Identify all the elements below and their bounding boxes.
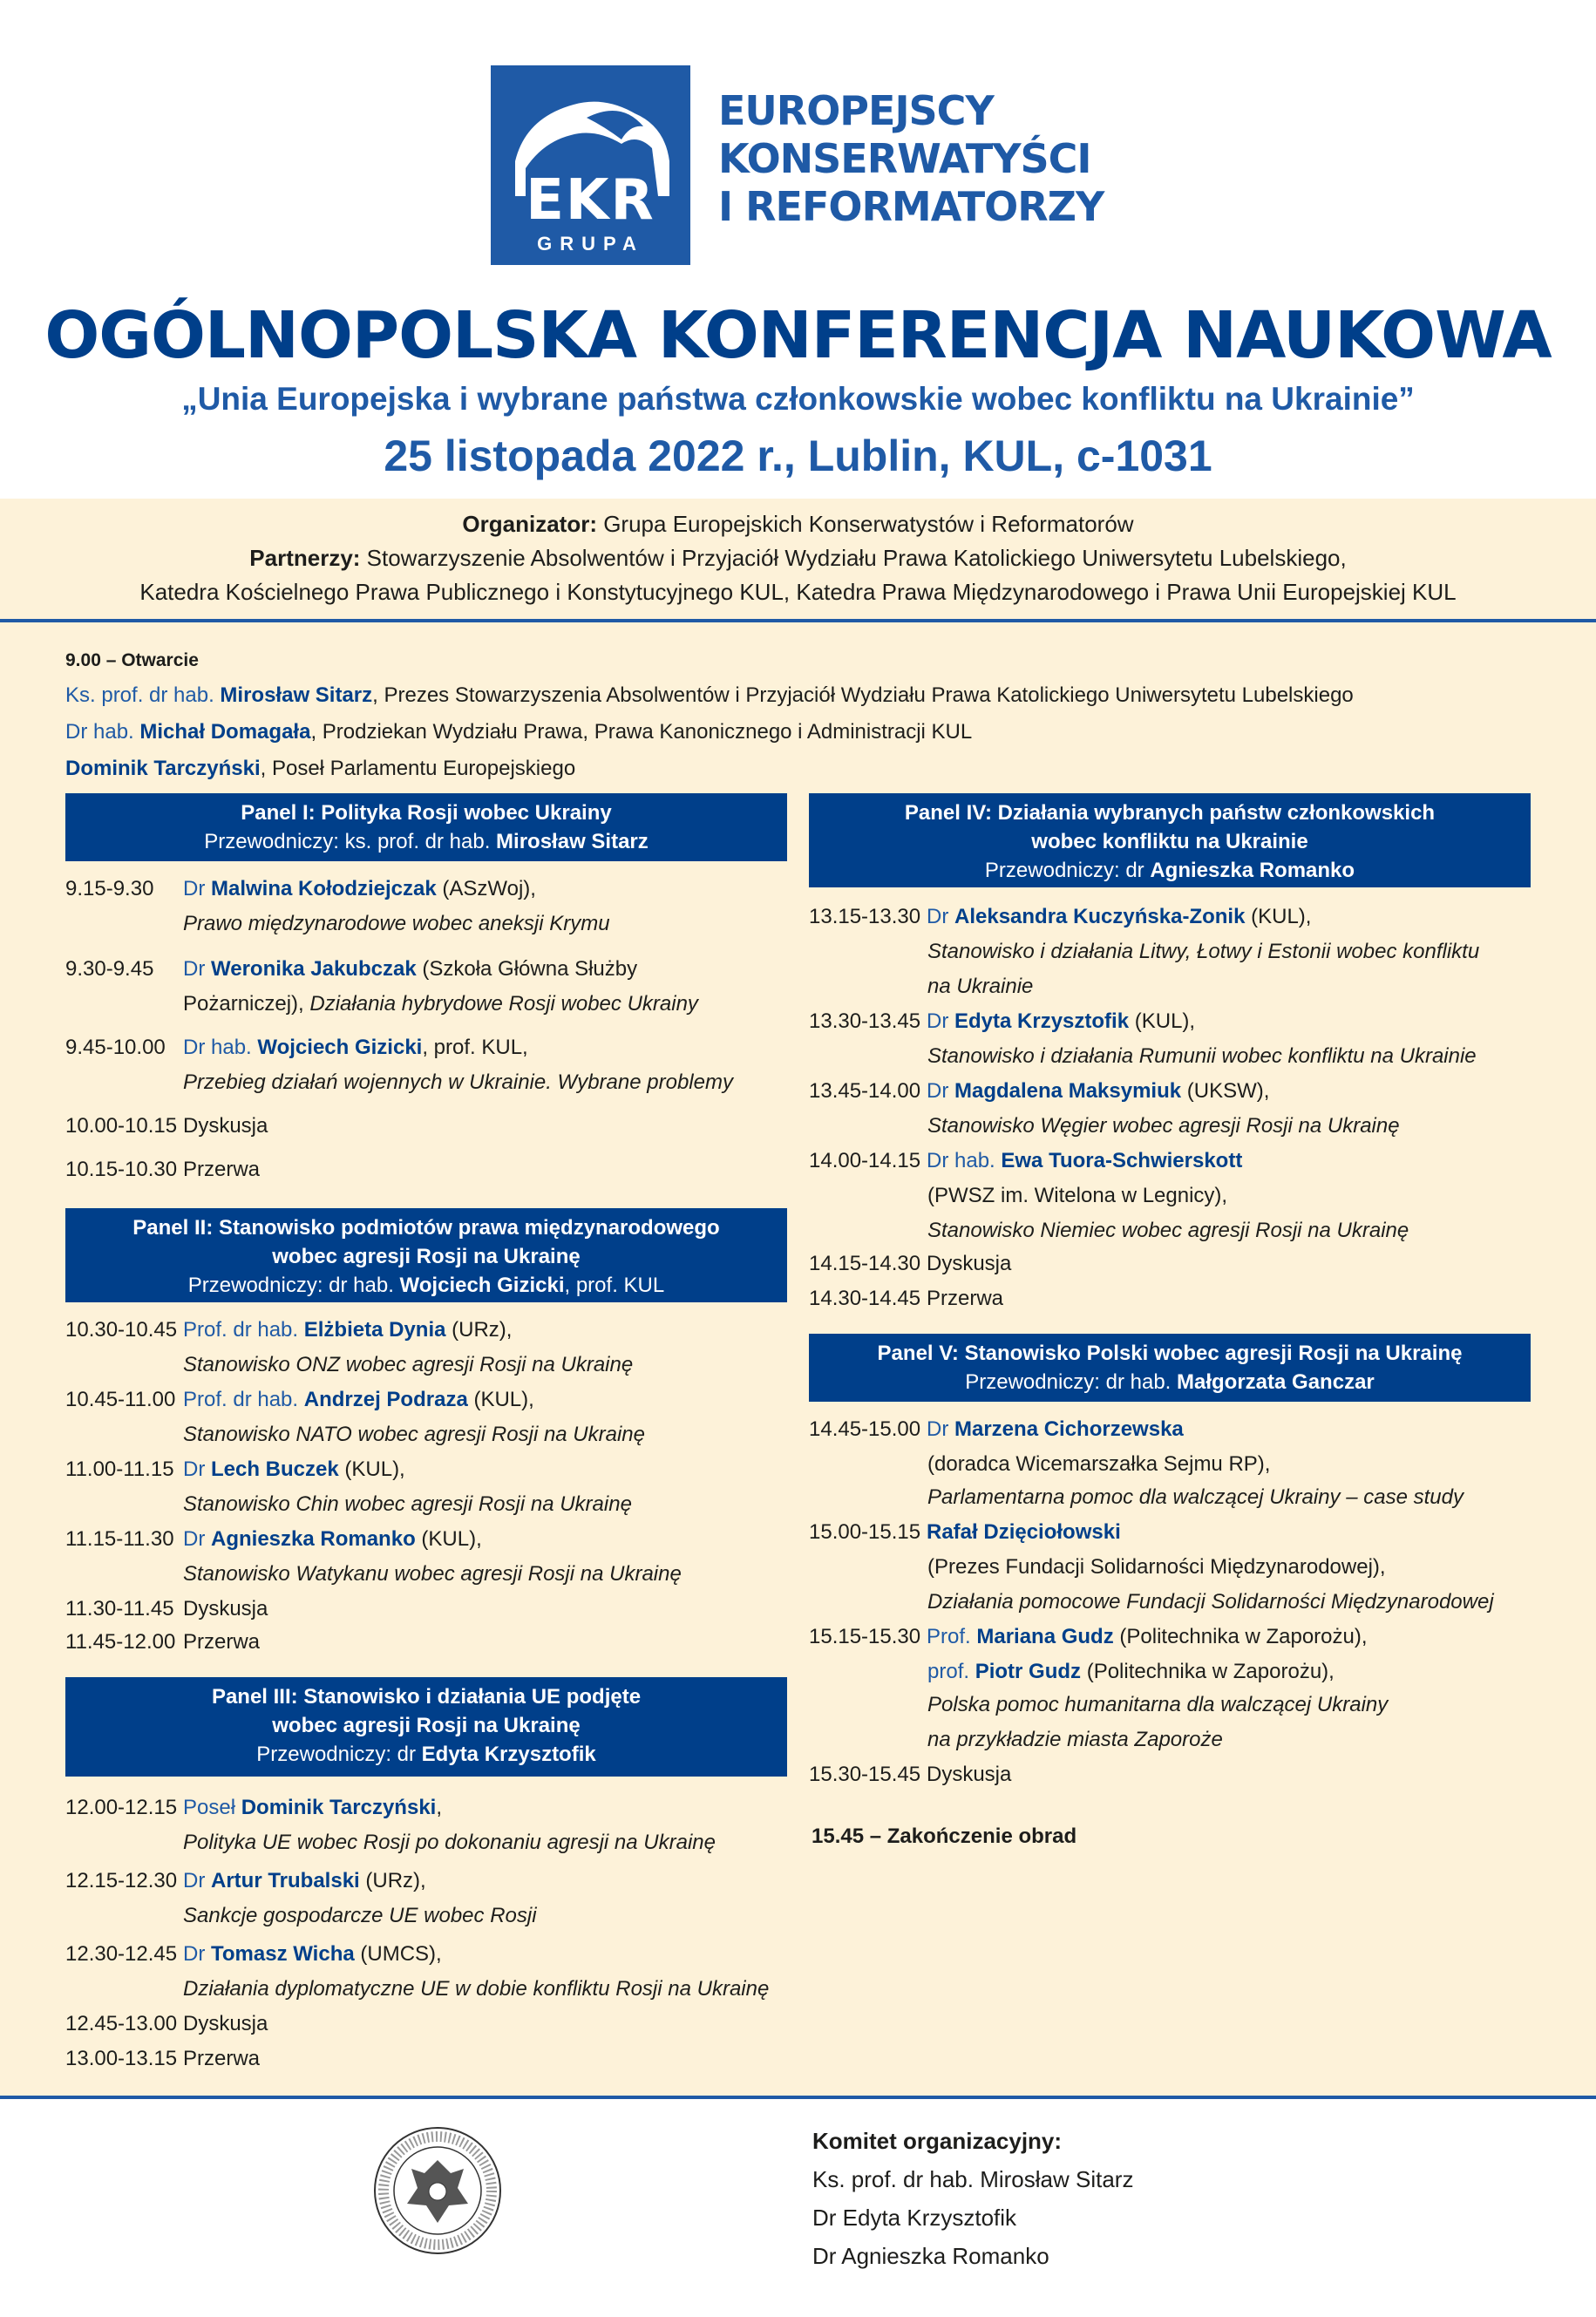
talk-row: 10.45-11.00 Prof. dr hab. Andrzej Podraza (KUL), — [65, 1388, 534, 1411]
committee-member: Dr Agnieszka Romanko — [812, 2243, 1049, 2269]
talk-row: 12.00-12.15 Poseł Dominik Tarczyński, — [65, 1796, 443, 1819]
panel-4-header: Panel IV: Działania wybranych państw członkowskich wobec konfliktu na Ukrainie Przewodniczy: dr Agnieszka Romanko — [809, 793, 1531, 887]
talk-row: 15.00-15.15 Rafał Dzięciołowski — [809, 1520, 1121, 1544]
schedule-row: 14.15-14.30 Dyskusja — [809, 1252, 1012, 1275]
organizers-section — [0, 499, 1596, 622]
panel-3-header: Panel III: Stanowisko i działania UE podjęte wobec agresji Rosji na Ukrainę Przewodniczy: dr Edyta Krzysztofik — [65, 1677, 787, 1777]
talk-topic: Stanowisko NATO wobec agresji Rosji na Ukrainę — [183, 1423, 646, 1446]
divider — [0, 2096, 1596, 2099]
talk-topic: Stanowisko i działania Rumunii wobec konfliktu na Ukrainie — [927, 1044, 1477, 1068]
talk-row: 13.15-13.30 Dr Aleksandra Kuczyńska-Zonik (KUL), — [809, 905, 1312, 928]
talk-affiliation: (doradca Wicemarszałka Sejmu RP), — [927, 1452, 1271, 1476]
talk-topic: Pożarniczej), Działania hybrydowe Rosji wobec Ukrainy — [183, 992, 698, 1016]
talk-row: 9.15-9.30 Dr Malwina Kołodziejczak (ASzWoj), — [65, 877, 536, 900]
talk-row: 9.30-9.45 Dr Weronika Jakubczak (Szkoła Główna Służby — [65, 957, 638, 981]
talk-affiliation: (PWSZ im. Witelona w Legnicy), — [927, 1184, 1228, 1207]
talk-row: 11.00-11.15 Dr Lech Buczek (KUL), — [65, 1457, 405, 1481]
talk-topic: Stanowisko ONZ wobec agresji Rosji na Ukrainę — [183, 1353, 634, 1376]
logo-line: KONSERWATYŚCI — [718, 135, 1091, 182]
ekr-logo — [491, 65, 690, 265]
schedule-row: 11.30-11.45 Dyskusja — [65, 1597, 268, 1621]
schedule-row: 10.15-10.30 Przerwa — [65, 1158, 261, 1181]
logo-line: EUROPEJSCY — [718, 87, 994, 134]
closing-line: 15.45 – Zakończenie obrad — [812, 1824, 1077, 1848]
organizing-committee — [812, 2122, 1133, 2275]
talk-topic: Parlamentarna pomoc dla walczącej Ukrainy – case study — [927, 1485, 1464, 1509]
committee-member: Dr Edyta Krzysztofik — [812, 2205, 1017, 2231]
opening-speaker-1: Ks. prof. dr hab. Mirosław Sitarz, Prezes Stowarzyszenia Absolwentów i Przyjaciół Wydziału Prawa Katolickiego Uniwersytetu Lubelskiego — [65, 683, 1354, 707]
talk-topic: Polityka UE wobec Rosji po dokonaniu agresji na Ukrainę — [183, 1831, 716, 1854]
talk-topic: Działania pomocowe Fundacji Solidarności Międzynarodowej — [927, 1590, 1494, 1614]
talk-topic: Polska pomoc humanitarna dla walczącej Ukrainy — [927, 1693, 1389, 1716]
talk-topic: Stanowisko Węgier wobec agresji Rosji na Ukrainę — [927, 1114, 1400, 1138]
talk-affiliation: (Prezes Fundacji Solidarności Międzynarodowej), — [927, 1555, 1386, 1579]
schedule-row: 12.45-13.00 Dyskusja — [65, 2012, 268, 2035]
panel-1-header: Panel I: Polityka Rosji wobec Ukrainy Przewodniczy: ks. prof. dr hab. Mirosław Sitarz — [65, 793, 787, 861]
talk-row: 15.15-15.30 Prof. Mariana Gudz (Politechnika w Zaporożu), — [809, 1625, 1368, 1648]
talk-topic: Stanowisko i działania Litwy, Łotwy i Estonii wobec konfliktu — [927, 940, 1480, 963]
talk-row: 12.30-12.45 Dr Tomasz Wicha (UMCS), — [65, 1942, 442, 1966]
panel-5-header: Panel V: Stanowisko Polski wobec agresji Rosji na Ukrainę Przewodniczy: dr hab. Małgorzata Ganczar — [809, 1334, 1531, 1402]
talk-row: 12.15-12.30 Dr Artur Trubalski (URz), — [65, 1869, 426, 1892]
talk-topic: Przebieg działań wojennych w Ukrainie. Wybrane problemy — [183, 1070, 733, 1094]
talk-row: 13.45-14.00 Dr Magdalena Maksymiuk (UKSW), — [809, 1079, 1270, 1103]
logo-group: GRUPA — [537, 233, 644, 255]
talk-row: 13.30-13.45 Dr Edyta Krzysztofik (KUL), — [809, 1009, 1196, 1033]
logo-line: I REFORMATORZY — [718, 183, 1104, 230]
talk-topic: Stanowisko Niemiec wobec agresji Rosji na Ukrainę — [927, 1219, 1409, 1242]
talk-topic: na przykładzie miasta Zaporoże — [927, 1728, 1223, 1751]
talk-row: 11.15-11.30 Dr Agnieszka Romanko (KUL), — [65, 1527, 482, 1551]
society-seal-icon — [372, 2125, 503, 2256]
committee-heading: Komitet organizacyjny: — [812, 2128, 1063, 2154]
panel-2-header: Panel II: Stanowisko podmiotów prawa międzynarodowego wobec agresji Rosji na Ukrainę Przewodniczy: dr hab. Wojciech Gizicki, prof. KUL — [65, 1208, 787, 1302]
talk-topic: Stanowisko Chin wobec agresji Rosji na Ukrainę — [183, 1492, 632, 1516]
schedule-row: 11.45-12.00 Przerwa — [65, 1630, 261, 1654]
conference-subtitle: „Unia Europejska i wybrane państwa członkowskie wobec konfliktu na Ukrainie” — [181, 381, 1415, 417]
talk-speaker-2: prof. Piotr Gudz (Politechnika w Zaporożu), — [927, 1660, 1335, 1683]
committee-member: Ks. prof. dr hab. Mirosław Sitarz — [812, 2166, 1134, 2192]
talk-row: 14.00-14.15 Dr hab. Ewa Tuora-Schwierskott — [809, 1149, 1243, 1172]
opening-speaker-2: Dr hab. Michał Domagała, Prodziekan Wydziału Prawa, Prawa Kanonicznego i Administracji KUL — [65, 720, 973, 744]
partners-value: Stowarzyszenie Absolwentów i Przyjaciół Wydziału Prawa Katolickiego Uniwersytetu Lubelskiego, — [360, 545, 1347, 571]
schedule-row: 14.30-14.45 Przerwa — [809, 1287, 1004, 1310]
conference-dateline: 25 listopada 2022 r., Lublin, KUL, c-1031 — [384, 431, 1212, 480]
talk-row: 9.45-10.00 Dr hab. Wojciech Gizicki, prof. KUL, — [65, 1036, 528, 1059]
talk-topic: na Ukrainie — [927, 975, 1034, 998]
logo-abbr: EKR — [526, 168, 655, 233]
organizer-label: Organizator: — [462, 511, 597, 537]
partners-label: Partnerzy: — [249, 545, 361, 571]
talk-row: 14.45-15.00 Dr Marzena Cichorzewska — [809, 1417, 1184, 1441]
talk-topic: Sankcje gospodarcze UE wobec Rosji — [183, 1904, 537, 1927]
opening-heading: 9.00 – Otwarcie — [65, 650, 199, 670]
talk-topic: Działania dyplomatyczne UE w dobie konfliktu Rosji na Ukrainę — [183, 1977, 770, 2001]
talk-row: 10.30-10.45 Prof. dr hab. Elżbieta Dynia (URz), — [65, 1318, 513, 1342]
organizer-value: Grupa Europejskich Konserwatystów i Reformatorów — [596, 511, 1134, 537]
partners-line2: Katedra Kościelnego Prawa Publicznego i Konstytucyjnego KUL, Katedra Prawa Międzynarodowego i Prawa Unii Europejskiej KUL — [139, 579, 1457, 605]
talk-topic: Stanowisko Watykanu wobec agresji Rosji na Ukrainę — [183, 1562, 682, 1586]
schedule-row: 13.00-13.15 Przerwa — [65, 2047, 261, 2070]
talk-topic: Prawo międzynarodowe wobec aneksji Krymu — [183, 912, 610, 935]
schedule-row: 15.30-15.45 Dyskusja — [809, 1763, 1012, 1786]
opening-speaker-3: Dominik Tarczyński, Poseł Parlamentu Europejskiego — [65, 757, 576, 780]
page-title: OGÓLNOPOLSKA KONFERENCJA NAUKOWA — [44, 298, 1552, 373]
logo-wordmark — [718, 87, 1104, 231]
schedule-row: 10.00-10.15 Dyskusja — [65, 1114, 268, 1138]
